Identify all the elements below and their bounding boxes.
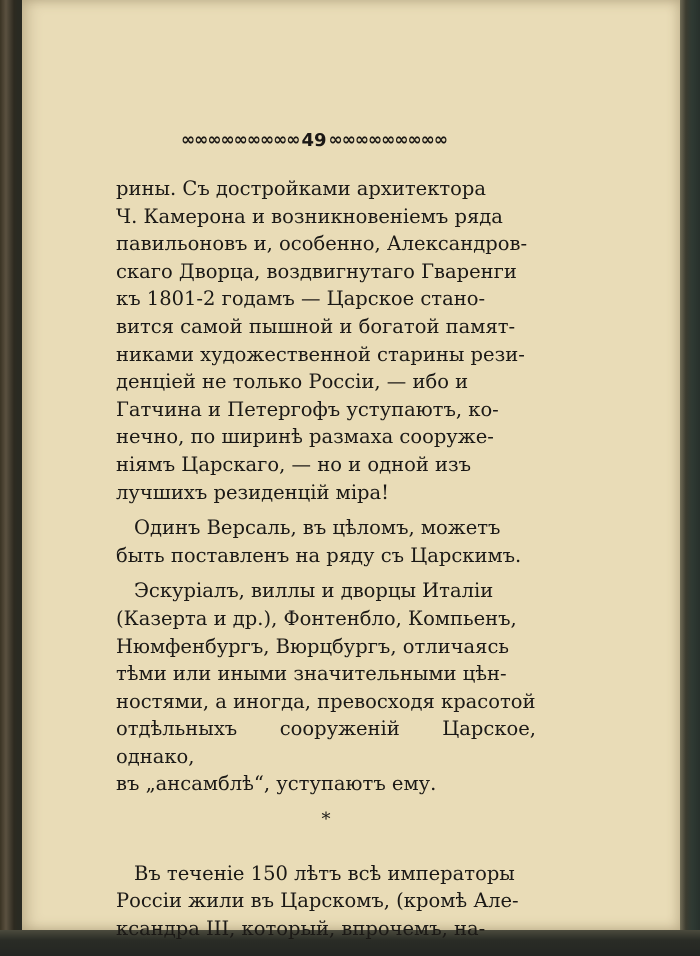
page-body — [116, 175, 536, 942]
text-line: павильоновъ и, особенно, Александров- — [116, 232, 528, 256]
text-line: никами художественной старины рези- — [116, 342, 525, 366]
paragraph-2 — [116, 514, 536, 569]
header-ornament-right: ∞∞∞∞∞∞∞∞∞ — [328, 130, 447, 150]
text-line: быть поставленъ на ряду съ Царскимъ. — [116, 543, 522, 567]
text-line: (Казерта и др.), Фонтенбло, Компьенъ, — [116, 606, 517, 630]
text-line: Въ теченіе 150 лѣтъ всѣ императоры — [134, 861, 515, 885]
text-line: Ч. Камерона и возникновеніемъ ряда — [116, 204, 503, 228]
text-line: скаго Дворца, воздвигнутаго Гваренги — [116, 259, 517, 283]
paragraph-3 — [116, 577, 536, 798]
text-line: вится самой пышной и богатой памят- — [116, 314, 516, 338]
section-separator: * — [321, 809, 331, 831]
book-cover-edge — [680, 0, 700, 956]
text-line: Эскуріалъ, виллы и дворцы Италіи — [134, 579, 494, 603]
header-ornament-left: ∞∞∞∞∞∞∞∞∞ — [181, 130, 300, 150]
text-line: отдѣльныхъ сооруженій Царское, однако, — [116, 717, 536, 768]
text-line: нечно, по ширинѣ размаха сооруже- — [116, 425, 494, 449]
text-line: ностями, а иногда, превосходя красотой — [116, 689, 536, 713]
text-line: Одинъ Версаль, въ цѣломъ, можетъ — [134, 516, 501, 540]
text-line: тѣми или иными значительными цѣн- — [116, 662, 507, 686]
paragraph-4 — [116, 860, 536, 943]
text-line: лучшихъ резиденцій міра! — [116, 480, 389, 504]
text-line: Нюмфенбургъ, Вюрцбургъ, отличаясь — [116, 634, 509, 658]
text-line: ксандра III, который, впрочемъ, на- — [116, 916, 486, 940]
text-line: ніямъ Царскаго, — но и одной изъ — [116, 452, 472, 476]
running-header — [97, 129, 531, 151]
paragraph-1 — [116, 175, 536, 506]
page-number: 49 — [301, 129, 327, 151]
text-line: къ 1801-2 годамъ — Царское стано- — [116, 287, 486, 311]
text-line: въ „ансамблѣ“, уступаютъ ему. — [116, 772, 437, 796]
text-line: рины. Съ достройками архитектора — [116, 177, 487, 200]
text-line: Гатчина и Петергофъ уступаютъ, ко- — [116, 397, 499, 421]
text-line: Россіи жили въ Царскомъ, (кромѣ Але- — [116, 889, 519, 913]
text-line: денціей не только Россіи, — ибо и — [116, 370, 469, 394]
